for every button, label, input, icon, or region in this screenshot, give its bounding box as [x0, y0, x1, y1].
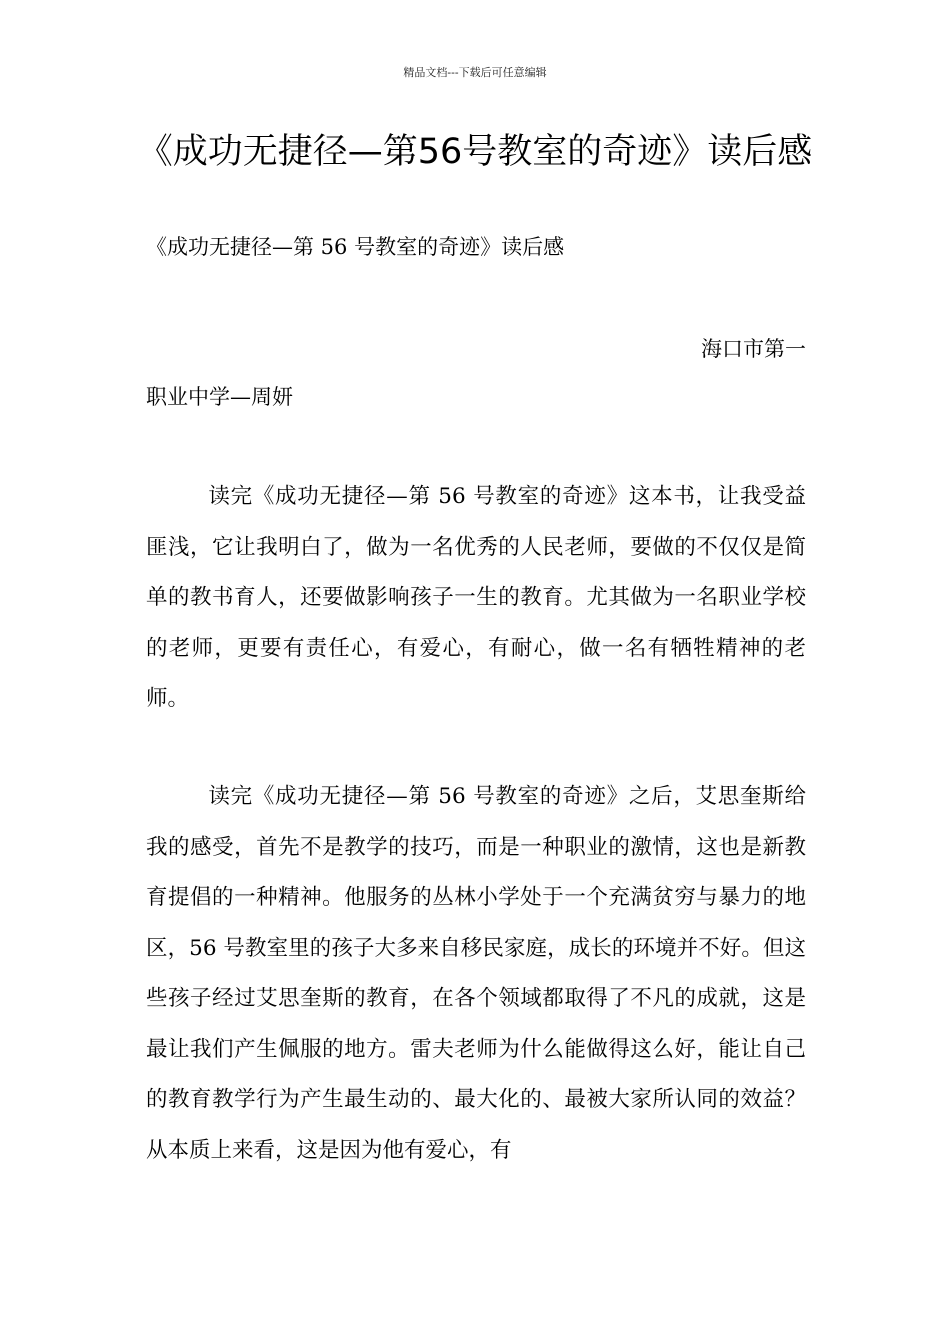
body-paragraph-1: 读完《成功无捷径—第 56 号教室的奇迹》这本书，让我受益匪浅，它让我明白了，做为一名优秀的人民老师，要做的不仅仅是简单的教书育人，还要做影响孩子一生的教育。尤其做为一名职业学校的老师，更要有责任心，有爱心，有耐心，做一名有牺牲精神的老师。 [146, 484, 806, 711]
author-name: 职业中学—周妍 [146, 385, 293, 409]
body-paragraph-2: 读完《成功无捷径—第 56 号教室的奇迹》之后，艾思奎斯给我的感受，首先不是教学的技巧，而是一种职业的激情，这也是新教育提倡的一种精神。他服务的丛林小学处于一个充满贫穷与暴力的地区，56 号教室里的孩子大多来自移民家庭，成长的环境并不好。但这些孩子经过艾思奎斯的教育，在各个领域都取得了不凡的成就，这是最让我们产生佩服的地方。雷夫老师为什么能做得这么好，能让自己的教育教学行为产生最生动的、最大化的、最被大家所认同的效益？从本质上来看，这是因为他有爱心，有 [146, 784, 806, 1163]
header-note: 精品文档---下载后可任意编辑 [403, 66, 547, 79]
document-subtitle: 《成功无捷径—第 56 号教室的奇迹》读后感 [146, 235, 565, 259]
document-title: 《成功无捷径—第56号教室的奇迹》读后感 [137, 132, 813, 172]
author-school: 海口市第一 [701, 337, 806, 361]
